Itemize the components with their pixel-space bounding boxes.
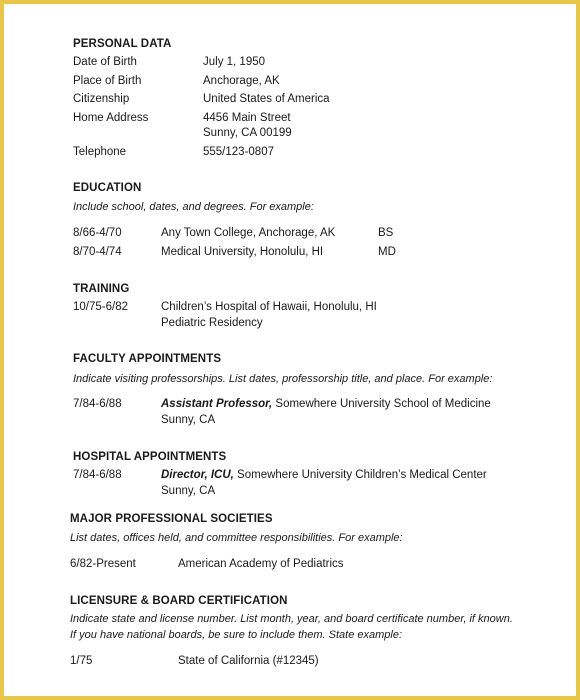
hospital-dates: 7/84-6/88 (73, 469, 122, 481)
education-degree: MD (378, 246, 396, 258)
citizenship-value: United States of America (203, 93, 330, 105)
faculty-title: Assistant Professor, (161, 398, 273, 410)
societies-note: List dates, offices held, and committee responsibilities. For example: (70, 532, 403, 544)
licensure-dates: 1/75 (70, 655, 93, 667)
training-hospital: Children’s Hospital of Hawaii, Honolulu, HI (161, 301, 377, 313)
document-page (4, 4, 576, 696)
personal-data-heading: PERSONAL DATA (73, 38, 172, 50)
education-dates: 8/70-4/74 (73, 246, 122, 258)
date-of-birth-value: July 1, 1950 (203, 56, 266, 68)
telephone-label: Telephone (73, 146, 127, 158)
place-of-birth-value: Anchorage, AK (203, 75, 280, 87)
licensure-note-line2: If you have national boards, be sure to include them. State example: (70, 629, 403, 641)
societies-dates: 6/82-Present (70, 558, 136, 570)
hospital-place: Somewhere University Children’s Medical Center (233, 469, 487, 481)
faculty-position (161, 398, 491, 410)
education-dates: 8/66-4/70 (73, 227, 122, 239)
telephone-value: 555/123-0807 (203, 146, 274, 158)
faculty-city: Sunny, CA (161, 414, 216, 426)
training-dates: 10/75-6/82 (73, 301, 128, 313)
licensure-note-line1: Indicate state and license number. List month, year, and board certificate number, if known. (70, 613, 513, 625)
faculty-heading: FACULTY APPOINTMENTS (73, 353, 222, 365)
hospital-position (161, 469, 487, 481)
education-school: Medical University, Honolulu, HI (161, 246, 324, 258)
place-of-birth-label: Place of Birth (73, 75, 142, 87)
societies-heading: MAJOR PROFESSIONAL SOCIETIES (70, 513, 273, 525)
hospital-city: Sunny, CA (161, 485, 216, 497)
faculty-note: Indicate visiting professorships. List dates, professorship title, and place. For example: (73, 373, 493, 385)
training-heading: TRAINING (73, 283, 130, 295)
home-address-line1: 4456 Main Street (203, 112, 291, 124)
education-degree: BS (378, 227, 394, 239)
education-note: Include school, dates, and degrees. For example: (73, 201, 314, 213)
education-school: Any Town College, Anchorage, AK (161, 227, 336, 239)
date-of-birth-label: Date of Birth (73, 56, 137, 68)
home-address-line2: Sunny, CA 00199 (203, 127, 292, 139)
licensure-heading: LICENSURE & BOARD CERTIFICATION (70, 595, 288, 607)
training-program: Pediatric Residency (161, 317, 263, 329)
faculty-dates: 7/84-6/88 (73, 398, 122, 410)
faculty-place: Somewhere University School of Medicine (272, 398, 491, 410)
hospital-heading: HOSPITAL APPOINTMENTS (73, 451, 227, 463)
hospital-title: Director, ICU, (161, 469, 234, 481)
citizenship-label: Citizenship (73, 93, 130, 105)
education-heading: EDUCATION (73, 182, 142, 194)
home-address-label: Home Address (73, 112, 149, 124)
licensure-state: State of California (#12345) (178, 655, 319, 667)
societies-name: American Academy of Pediatrics (178, 558, 344, 570)
